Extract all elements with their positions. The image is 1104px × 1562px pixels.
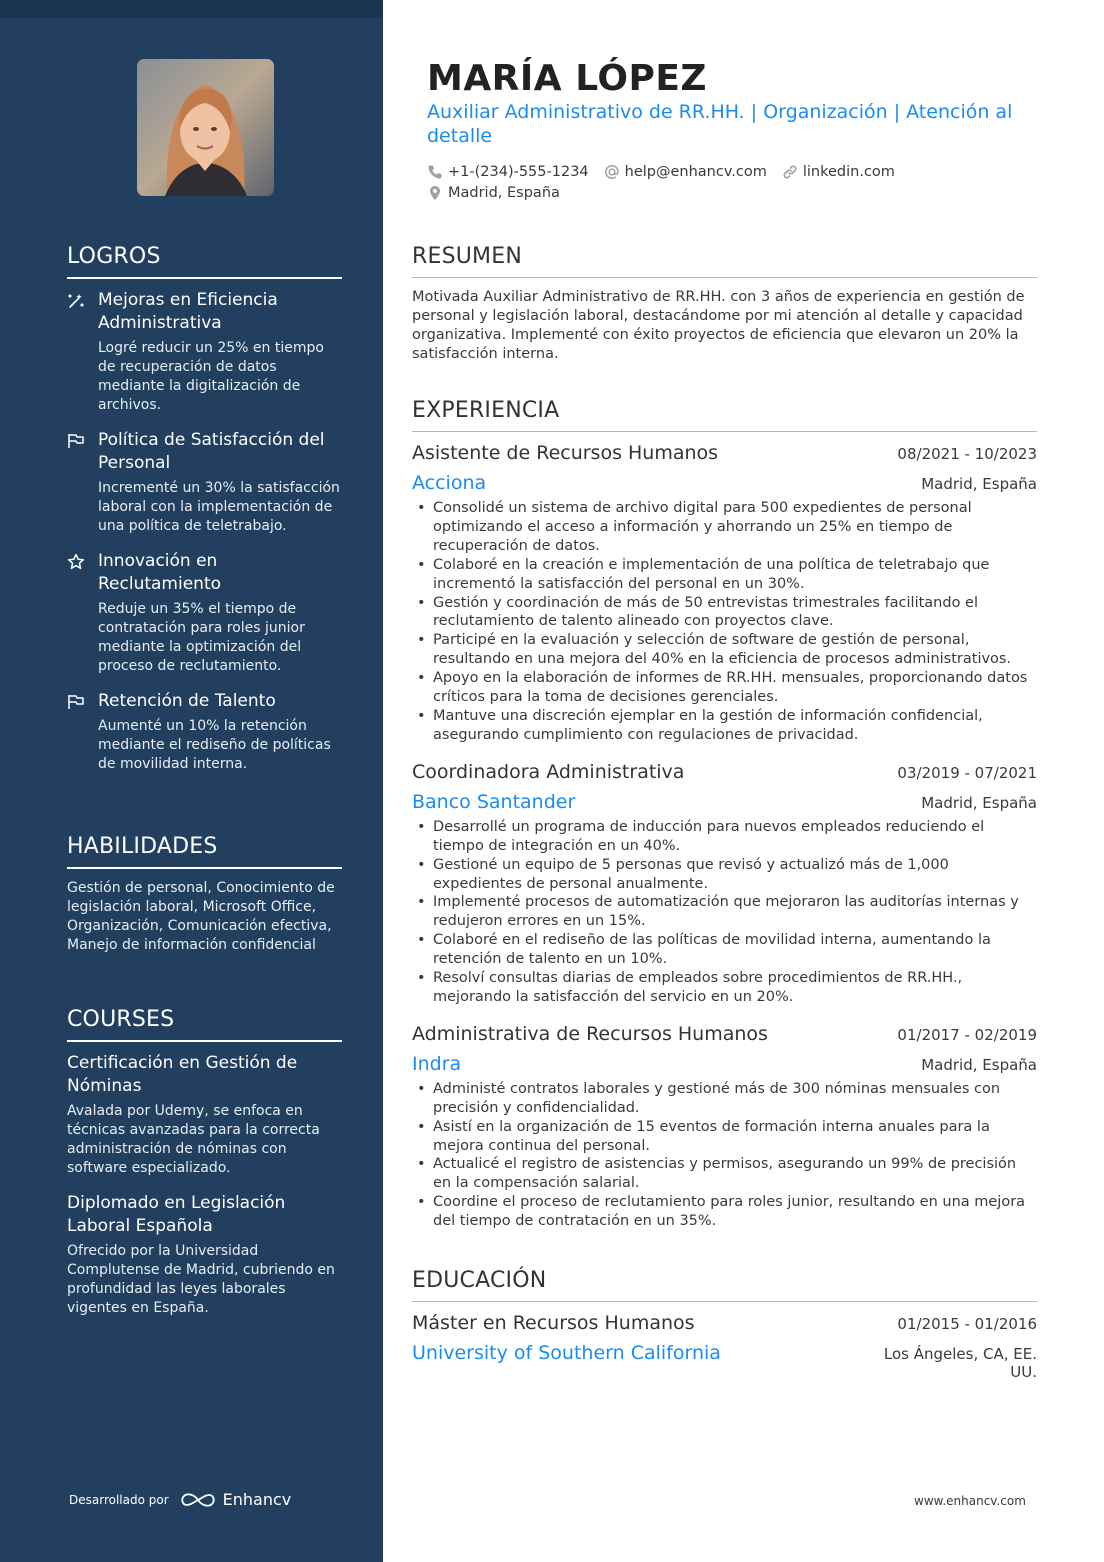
footer-branding: [69, 1490, 291, 1509]
experience-title: EXPERIENCIA: [412, 398, 1037, 432]
achievement-description: Logré reducir un 25% en tiempo de recuperación de datos mediante la digitalización de archivos.: [98, 340, 324, 413]
skills-title: HABILIDADES: [67, 834, 342, 869]
job-entry: [412, 1021, 1037, 1231]
sidebar-top-band: [0, 0, 383, 18]
achievement-title: Política de Satisfacción del Personal: [98, 430, 325, 473]
job-entry: [412, 440, 1037, 745]
achievement-item: [67, 289, 342, 415]
job-bullet: • Asistí en la organización de 15 eventos de formación interna anuales para la mejora continua del personal.: [412, 1118, 1037, 1156]
job-bullet: • Participé en la evaluación y selección de software de gestión de personal, resultando en una mejora del 40% en la eficiencia de procesos administrativos.: [412, 631, 1037, 669]
achievement-title: Mejoras en Eficiencia Administrativa: [98, 290, 278, 333]
education-date: 01/2015 - 01/2016: [897, 1315, 1037, 1333]
course-item: [67, 1052, 342, 1178]
candidate-name: MARÍA LÓPEZ: [427, 58, 708, 99]
job-bullet: • Desarrollé un programa de inducción para nuevos empleados reduciendo el tiempo de integración en un 40%.: [412, 818, 1037, 856]
summary-text: Motivada Auxiliar Administrativo de RR.HH. con 3 años de experiencia en gestión de personal y legislación laboral, destacándome por mi atención al detalle y capacidad organizativa. Implementé con éxito proyectos de eficiencia que elevaron un 20% la satisfacción interna.: [412, 289, 1025, 362]
job-bullet: • Resolví consultas diarias de empleados sobre procedimientos de RR.HH., mejorando la satisfacción del servicio en un 20%.: [412, 969, 1037, 1007]
education-degree: Máster en Recursos Humanos: [412, 1312, 695, 1334]
flag-icon: [67, 693, 85, 711]
achievement-description: Reduje un 35% el tiempo de contratación para roles junior mediante la optimización del proceso de reclutamiento.: [98, 601, 305, 674]
education-section: [412, 1268, 1037, 1381]
job-bullet: • Administé contratos laborales y gestioné más de 300 nóminas mensuales con precisión y confidencialidad.: [412, 1080, 1037, 1118]
job-location: Madrid, España: [921, 1055, 1037, 1074]
course-title: Diplomado en Legislación Laboral Española: [67, 1193, 286, 1236]
at-icon: [604, 164, 620, 180]
job-title: Asistente de Recursos Humanos: [412, 442, 719, 464]
contact-email[interactable]: [604, 164, 767, 180]
job-bullets: [412, 818, 1037, 1007]
profile-photo: [137, 59, 274, 196]
contact-linkedin[interactable]: [782, 164, 895, 180]
job-bullets: [412, 499, 1037, 745]
job-bullet: • Colaboré en el rediseño de las políticas de movilidad interna, aumentando la retención de talento en un 10%.: [412, 931, 1037, 969]
enhancv-logo-icon: [179, 1491, 217, 1509]
achievement-item: [67, 550, 342, 676]
job-location: Madrid, España: [921, 475, 1037, 493]
job-date: 03/2019 - 07/2021: [897, 763, 1037, 782]
contact-phone: [427, 164, 589, 180]
job-bullet: • Mantuve una discreción ejemplar en la gestión de información confidencial, asegurando cumplimiento con regulaciones de privacidad.: [412, 707, 1037, 745]
email-text: help@enhancv.com: [624, 163, 767, 180]
flag-icon: [67, 432, 85, 450]
footer-url[interactable]: www.enhancv.com: [914, 1494, 1026, 1508]
job-location: Madrid, España: [921, 793, 1037, 812]
phone-icon: [427, 164, 443, 180]
job-date: 01/2017 - 02/2019: [897, 1025, 1037, 1044]
job-bullet: • Actualicé el registro de asistencias y permisos, asegurando un 99% de precisión en la compensación salarial.: [412, 1155, 1037, 1193]
achievements-title: LOGROS: [67, 244, 342, 279]
skills-text: Gestión de personal, Conocimiento de legislación laboral, Microsoft Office, Organización, Comunicación efectiva, Manejo de información confidencial: [67, 880, 335, 953]
contact-info: [427, 161, 1037, 203]
job-title: Coordinadora Administrativa: [412, 760, 685, 783]
job-bullet: • Consolidé un sistema de archivo digital para 500 expedientes de personal optimizando el acceso a información y ahorrando un 25% en tiempo de recuperación de datos.: [412, 499, 1037, 556]
courses-title: COURSES: [67, 1007, 342, 1042]
achievement-title: Retención de Talento: [98, 691, 276, 711]
skills-section: [67, 834, 342, 955]
job-bullets: [412, 1080, 1037, 1231]
job-company: Banco Santander: [412, 790, 576, 813]
link-icon: [782, 164, 798, 180]
linkedin-text: linkedin.com: [802, 163, 895, 180]
education-entry: [412, 1310, 1037, 1381]
job-date: 08/2021 - 10/2023: [897, 445, 1037, 463]
job-bullet: • Gestioné un equipo de 5 personas que revisó y actualizó más de 1,000 expedientes de personal anualmente.: [412, 856, 1037, 894]
wand-icon: [67, 292, 85, 310]
achievement-description: Incrementé un 30% la satisfacción laboral con la implementación de una política de teletrabajo.: [98, 480, 340, 534]
achievement-title: Innovación en Reclutamiento: [98, 551, 222, 594]
summary-section: [412, 244, 1037, 364]
courses-section: [67, 1007, 342, 1332]
candidate-headline: Auxiliar Administrativo de RR.HH. | Organización | Atención al detalle: [427, 101, 1013, 147]
education-school: University of Southern California: [412, 1342, 721, 1364]
enhancv-logo[interactable]: [179, 1490, 292, 1509]
summary-title: RESUMEN: [412, 244, 1037, 278]
achievement-item: [67, 429, 342, 536]
location-text: Madrid, España: [448, 184, 560, 201]
course-item: [67, 1192, 342, 1318]
contact-location: [427, 185, 560, 201]
experience-section: [412, 398, 1037, 1231]
education-location: Los Ángeles, CA, EE. UU.: [883, 1345, 1037, 1381]
course-description: Avalada por Udemy, se enfoca en técnicas avanzadas para la correcta administración de nóminas con software especializado.: [67, 1103, 320, 1176]
job-company: Indra: [412, 1052, 462, 1075]
star-icon: [67, 553, 85, 571]
location-pin-icon: [427, 185, 443, 201]
job-bullet: • Implementé procesos de automatización que mejoraron las auditorías internas y redujeron errores en un 15%.: [412, 893, 1037, 931]
job-company: Acciona: [412, 472, 487, 494]
course-description: Ofrecido por la Universidad Complutense de Madrid, cubriendo en profundidad las leyes laborales vigentes en España.: [67, 1243, 335, 1316]
education-title: EDUCACIÓN: [412, 1268, 1037, 1302]
sidebar: [0, 0, 383, 1562]
job-title: Administrativa de Recursos Humanos: [412, 1022, 768, 1045]
achievement-item: [67, 690, 342, 774]
job-bullet: • Gestión y coordinación de más de 50 entrevistas trimestrales facilitando el reclutamiento de talento alineado con proyectos clave.: [412, 594, 1037, 632]
job-bullet: • Apoyo en la elaboración de informes de RR.HH. mensuales, proporcionando datos críticos para la toma de decisiones gerenciales.: [412, 669, 1037, 707]
enhancv-logo-text: Enhancv: [222, 1490, 292, 1509]
footer-developed-by: Desarrollado por: [69, 1492, 169, 1507]
achievements-section: [67, 244, 342, 788]
phone-text: +1-(234)-555-1234: [448, 163, 589, 180]
course-title: Certificación en Gestión de Nóminas: [67, 1053, 298, 1096]
job-bullet: • Coordine el proceso de reclutamiento para roles junior, resultando en una mejora del tiempo de contratación en un 35%.: [412, 1193, 1037, 1231]
achievement-description: Aumenté un 10% la retención mediante el rediseño de políticas de movilidad interna.: [98, 718, 331, 772]
job-bullet: • Colaboré en la creación e implementación de una política de teletrabajo que incrementó la satisfacción del personal en un 30%.: [412, 556, 1037, 594]
job-entry: [412, 759, 1037, 1007]
